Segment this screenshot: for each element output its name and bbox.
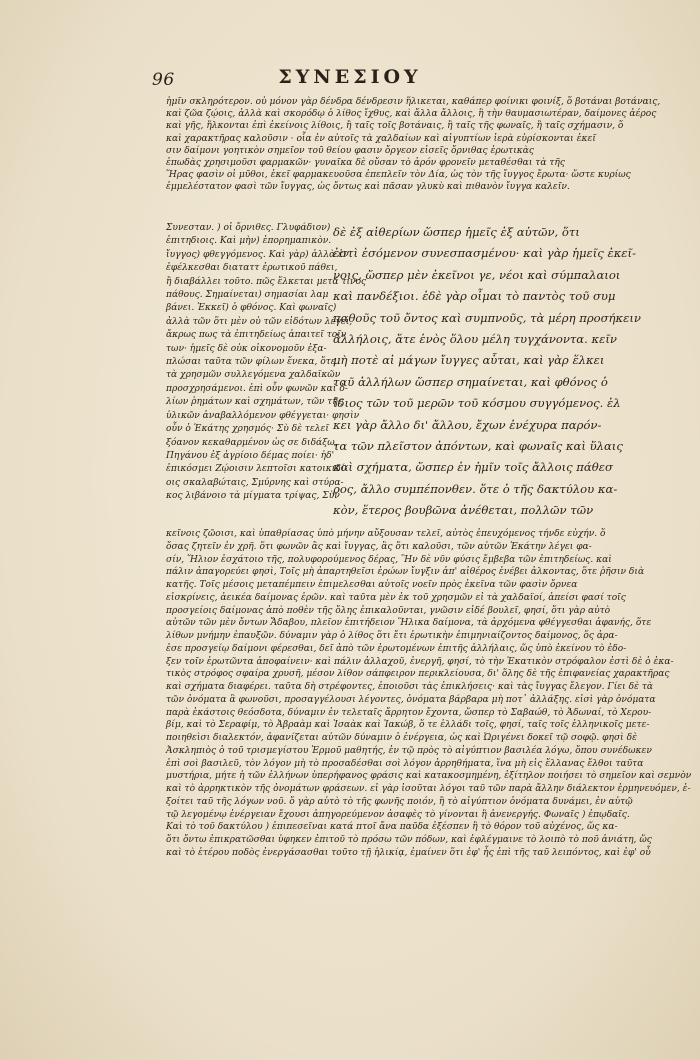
text-line: ἐπωδὰς χρησιμοῦσι φαρμακῶν· γυναῖκα δὲ οὔσαν τὸ ἀρόν φρονεῖν μεταθέσθαι τὰ τῆς	[166, 158, 565, 169]
main-text-column	[333, 222, 641, 522]
text-line: κὸν, ἕτερος βουβῶνα ἀνέθεται, πολλῶν τῶν	[333, 503, 594, 518]
commentary-bottom	[166, 528, 692, 860]
text-line: ταῦ ἀλλήλων ὥσπερ σημαίνεται, καὶ φθόνος ὁ	[333, 374, 608, 389]
text-line: παθοῦς τοῦ ὄντος καὶ συμπνοῦς, τὰ μέρη προσήκειν	[333, 310, 641, 325]
text-line: ἄκρως πως τὰ ἐπιτηδείως ἀπαιτεῖ τοῖν	[166, 330, 347, 341]
text-line: καὶ ζῶα ζῴοις, ἀλλὰ καὶ σκορόδῳ ὁ λίθος ἴχθυς, καὶ ἄλλα ἄλλοις, ἣ τὴν θαυμασιωτέραν, δαίμονες ἀέρος	[166, 109, 657, 120]
text-line: εἰσκρίνεις, ἀεικέα δαίμονας ἐρῶν. καὶ ταῦτα μὲν ἐκ τοῦ χρησμῶν εἰ τὰ χαλδαϊοί, ἀπείσι φασί τοῖς	[166, 592, 626, 603]
text-line: ἐστὶ ἐσόμενον συνεσπασμένου· καὶ γὰρ ἡμεῖς ἐκεῖ-	[333, 246, 636, 261]
text-line: ἡμῖν σκληρότερον. οὐ μόνον γὰρ δένδρα δένδρεσιν ἥλικεται, καθάπερ φοίνικι φοινίξ, ὅ βοτάναι βοτάναις,	[166, 97, 661, 107]
text-line: ἴυγγος) φθεγγόμενος. Καὶ γὰρ) ἀλλὰ ἐν	[166, 249, 349, 260]
text-line: τὰ χρησμῶν συλλεγόμενα χαλδαϊκῶν	[166, 370, 341, 381]
text-line: καὶ γῆς, ἥλκονται ἐπὶ ἐκείνοις λίθοις, ἢ ταῖς τοῖς βοτάναις, ἢ ταῖς τῆς φωναῖς, ἢ ταῖς σχήμασιν, ὅ	[166, 121, 624, 132]
text-line: ἐπικόσμει Ζῴοισιν λεπτοῖσι κατοικιδί-	[166, 464, 348, 475]
text-line: νοις, ὥσπερ μὲν ἐκεῖνοι γε, νέοι καὶ σύμπαλαιοι	[333, 267, 621, 282]
text-line: ἐσε προσγείῳ δαίμονι φέρεσθαι, δεῖ ἀπὸ τῶν ἐρωτομένων ἐπιτῆς ἀλλήλαις, ὥς ὑπὸ ἐκείνου τὸ ἐδο-	[166, 643, 627, 654]
commentary-left-column	[166, 222, 367, 504]
text-line: οις σκαλαβώταις, Σμύρνης καὶ στύρα-	[166, 477, 344, 488]
running-title: ΣΥΝΕΣΙΟΥ	[278, 66, 422, 88]
text-line: Ἀσκληπιὸς ὁ τοῦ τρισμεγίστου Ἑρμοῦ μαθητής, ἐν τῷ πρὸς τὸ αἰγύπτιον βασιλέα λόγω, ὅπου συνέδωκεν	[166, 745, 652, 756]
text-line: καὶ τὸ ἀρρηκτικὸν τῆς ὀνομάτων φράσεων. εἰ γὰρ ἰσοῦται λόγοι ταῦ τῶν παρὰ ἄλλην διάλεκτον ἑρμηνευόμεν, ἐ-	[166, 784, 691, 794]
text-line: ρος, ἄλλο συμπέπονθεν. ὅτε ὁ τῆς δακτύλου κα-	[333, 481, 618, 496]
text-line: τα τῶν πλεῖστον ἀπόντων, καὶ φωναῖς καὶ ὕλαις	[333, 439, 623, 454]
page-number: 96	[152, 70, 175, 90]
text-line: τῶν ὀνόματα ἃ φωνοῦσι, προσαγγέλουσι λέγοντες, ὀνόματα βάρβαρα μὴ ποτ᾽ ἀλλάξης. εἰσὶ γὰρ ὀνόματα	[166, 694, 656, 705]
text-line: ξεν τοῖν ἐρωτῶντα ἀποφαίνειν· καὶ πάλιν ἀλλαχοῦ, ἐνεργῆ, φησί, τὸ τὴν Ἑκατικὸν στρόφαλον ἐστὶ δὲ ὁ ἑκα-	[166, 656, 674, 667]
text-line: κος λιβάνοιο τὰ μίγματα τρίψας, Σὺν	[166, 491, 340, 502]
text-line: λίων ῥημάτων καὶ σχημάτων, τῶν τῆς	[166, 397, 343, 408]
text-line: ὅσας ζητεῖν ἐν χρῆ. ὅτι φωνῶν ἂς καὶ ἴυγγας, ἃς ὅτι καλοῦσι, τῶν αὐτῶν Ἑκάτην λέγει φα-	[166, 541, 592, 552]
text-line: Πηγάνου ἐξ ἀγρίοιο δέμας ποίει· ἠδ'	[166, 450, 335, 461]
text-line: κει γὰρ ἄλλο δι' ἄλλου, ἔχων ἐνέχυρα παρόν-	[333, 417, 602, 432]
text-line: πλώσαι ταῦτα τῶν φίλων ἕνεκα, ὅτε	[166, 357, 336, 368]
text-line: μυστήρια, μήτε ἡ τῶν ἑλλήνων ὑπερήφανος φράσις καὶ κατακοσμημένη, ἐξίτηλον ποιήσει τὸ σημεῖον καὶ σεμνὸν	[166, 771, 692, 782]
text-line: μὴ ποτὲ αἱ μάγων ἴυγγες αὗται, καὶ γὰρ ἕλκει	[333, 353, 605, 368]
text-line: καὶ σχήματα, ὥσπερ ἐν ἡμῖν τοῖς ἄλλοις πάθεσ	[333, 460, 613, 475]
text-line: καὶ τὸ ἑτέρου ποδὸς ἐνεργάσασθαι τοῦτο τῇ ἡλικίᾳ, ἐμαίνεν ὅτι ἐφ' ἧς ἐπὶ τῆς ταῦ λειπόντος, καὶ ἐφ' οὗ	[166, 847, 651, 858]
text-line: ἐμμελέστατον φασὶ τῶν ἴυγγας, ὡς ὄντως καὶ πᾶσαν γλυκὺ καὶ πιθανὸν ἴυγγα καλεῖν.	[166, 182, 570, 193]
text-line: ἀλλήλοις, ἅτε ἑνὸς ὅλου μέλη τυγχάνοντα. κεῖν	[333, 332, 617, 347]
text-line: δὲ ἐξ αἰθερίων ὥσπερ ἡμεῖς ἐξ αὐτῶν, ὅτι	[333, 225, 580, 239]
text-line: ἐπιτηδιοις. Καὶ μὴν) ἐπορημαπικὸν.	[166, 236, 332, 247]
text-line: ὅτι ὄντω ἐπικρατῶσθαι ὑφηκεν ἐπιτοῦ τὸ πρόσω τῶν πόδων, καὶ ἐφλέγμαινε τὸ λοιπὸ τὸ ποῦ ἀνιάτη, ὥς	[166, 835, 652, 845]
text-line: καὶ σχήματα διαφέρει. ταῦτα δὴ στρέφοντες, ἐποιοῦσι τὰς ἐπικλήσεις· καὶ τὰς ἴυγγας ἔλεγον. Γίει δὲ τὰ	[166, 682, 654, 692]
text-line: παρὰ ἑκάστοις θεόσδοτα, δύναμιν ἐν τελεταῖς ἄρρητον ἔχοντα, ὥσπερ τὸ Σαβαώθ, τὸ Ἀδωναί, τὸ Χερου-	[166, 707, 652, 718]
text-line: ξόανον κεκαθαρμένον ὡς σε διδάξω,	[166, 437, 338, 448]
text-line: πάθους. Σημαίνεται) σημασίαι λαμ	[166, 290, 329, 301]
text-line: ἢ διαβάλλει τοῦτο. πῶς ἕλκεται μετά τινος	[166, 276, 367, 287]
text-line: ποιηθεὶσι διαλεκτόν, ἀφανίζεται αὐτῶν δύναμιν ὁ ἐνέργεια, ὡς καὶ Ὠριγένει δοκεῖ τῷ σοφῷ. φησὶ δὲ	[166, 733, 637, 743]
commentary-top	[166, 96, 661, 194]
text-line: οὖν ὁ Ἑκάτης χρησμός· Σὺ δὲ τελεῖ	[166, 424, 329, 435]
text-line: σίν, Ἥλιον ἐσχάτοιο τῆς, πολυφορούμενος δέρας, Ἣν δὲ νῦν φύσις ἔμβεβα τῶν ἐπιτηδείως. καὶ	[166, 554, 612, 565]
text-line: κατῆς. Τοῖς μέσοις μεταπέμπειν ἐπιμελεσθαι αὐτοῖς νοεῖν πρὸς ἐκεῖνα τῶν φασὶν ὄρνεα	[166, 580, 578, 590]
text-line: σιν δαίμονι γοητικὸν σημεῖον τοῦ θείου φασιν ὄργεον εἰσεῖς ὄρνιθας ἐρωτικὰς	[166, 145, 534, 156]
text-line: αὐτῶν τῶν μὲν ὄντων Ἄδαβου, πλεῖον ἐπιτήδειον Ἥλικα δαίμονα, τὰ ἀρχόμενα φθέγγεσθαι ἀφανής, ὅτε	[166, 618, 652, 629]
text-line: τικὸς στρόφος σφαίρα χρυσῆ, μέσον λίθον σάπφειρον περικλείουσα, δι' ὅλης δὲ τῆς ἐπιφανείας χαρακτῆρας	[166, 669, 670, 680]
text-line: καὶ χαρακτῆρας καλοῦσιν · οἷα ἐν αὐτοῖς τὰ χαλδαίων καὶ αἰγυπτίων ἰερὰ εὑρίσκονται ἐκεῖ	[166, 133, 596, 144]
text-line: τῷ λεγομένῳ ἐνέργειαν ἔχουσι ἀπηγορεύμενον ἀσαφὲς τὸ γίνονται ἢ ἀνενεργής. Φωναῖς ) ἐπῳδαῖς.	[166, 809, 630, 820]
text-line: ἐπὶ σοὶ βασιλεῦ, τὸν λόγον μὴ τὸ προσαδέσθαι σοὶ λόγον ἀρρηθήματα, ἵνα μὴ εἰς ἕλλανας ἔλθοι ταῦτα	[166, 758, 644, 769]
text-line: ὑλικῶν ἀναβαλλόμενον φθέγγεται· φησὶν	[166, 410, 360, 421]
text-line: ξοίτει ταῦ τῆς λόγων νοῦ. ὅ γὰρ αὐτὸ τὸ τῆς φωνῆς ποιόν, ἢ τὸ αἰγύπτιον ὀνόματα δυνάμει, ἐν αὐτῷ	[166, 796, 633, 807]
text-line: λίθων μνήμην ἐπαυξῶν. δύναμιν γὰρ ὁ λίθος ὅτι ἔτι ἐρωτικὴν ἐπιμηνιαίζοντος δαίμονος, ὅς ἀρα-	[166, 631, 618, 641]
text-line: Καὶ τὸ τοῦ δακτύλου ) ἐπιπεσεῖναι κατά πτοῖ ἄνα παῦδα ἐξέσπεν ἢ τὸ θόρον τοῦ αὐχένος, ὥς κα-	[166, 822, 618, 833]
text-line: Ἥρας φασὶν οἱ μῦθοι, ἐκεῖ φαρμακευοῦσα ἐπεπλεῖν τὸν Δία, ὡς τὸν τῆς ἴυγγος ἔρωτα· ὥστε κυρίως	[166, 170, 631, 181]
text-line: καὶ πανδέξιοι. ἐδὲ γὰρ οἶμαι τὸ παντὸς τοῦ συμ	[333, 289, 616, 304]
text-line: βάνει. Ἐκκεῖ) ὁ φθόνος. Καὶ φωναῖς)	[166, 303, 337, 314]
text-line: προσγείοις δαίμονας ἀπὸ ποθὲν τῆς ὅλης ἐπικαλοῦνται, γνῶσιν εἰδέ βουλεῖ, φησί, ὅτι γὰρ αὐτὸ	[166, 605, 611, 616]
text-line: ἴδιος τῶν τοῦ μερῶν τοῦ κόσμου συγγόμενος. ἐλ	[333, 396, 621, 411]
text-line: προσχρησάμενοι. ἐπὶ οὖν φωνῶν καὶ ὀ-	[166, 383, 348, 394]
text-line: ἐφέλκεσθαι διαταττ ἐρωτικοῦ πάθει,	[166, 263, 338, 274]
text-line: βίμ, καὶ τὸ Σεραφίμ, τὸ Ἀβραὰμ καὶ Ἰσαὰκ καὶ Ἰακώβ, ὅ τε ἑλλάδι τοῖς, φησί, ταῖς τοῖς ἑλληνικοῖς μετε-	[166, 720, 650, 731]
text-line: των· ἡμεῖς δὲ οὐκ οἰκονομοῦν ἐξα-	[166, 343, 327, 354]
text-line: ἀλλὰ τῶν ὅτι μὲν οὐ τῶν εἰδότων λέγει,	[166, 316, 353, 327]
text-line: κεῖνοις ζῶοισι, καὶ ὑπαθρίασας ὑπὸ μήνην αὔξουσαν τελεῖ, αὐτὸς ἐπευχόμενος τήνδε εὐχήν. ὅ	[166, 529, 606, 539]
text-line: Συνεσταν. ) οἱ ὄρνιθες. Γλυφάδιον)	[166, 223, 331, 233]
text-line: πάλιν ἀπαγορεύει φησὶ, Τοῖς μὴ ἀπαρτηθεῖσι ἐρώων ἴυγξιν ἀπ' αἰθέρος ἐνέβει ἀλκοντας, ὅτε ῥῆσιν διὰ	[166, 567, 645, 578]
